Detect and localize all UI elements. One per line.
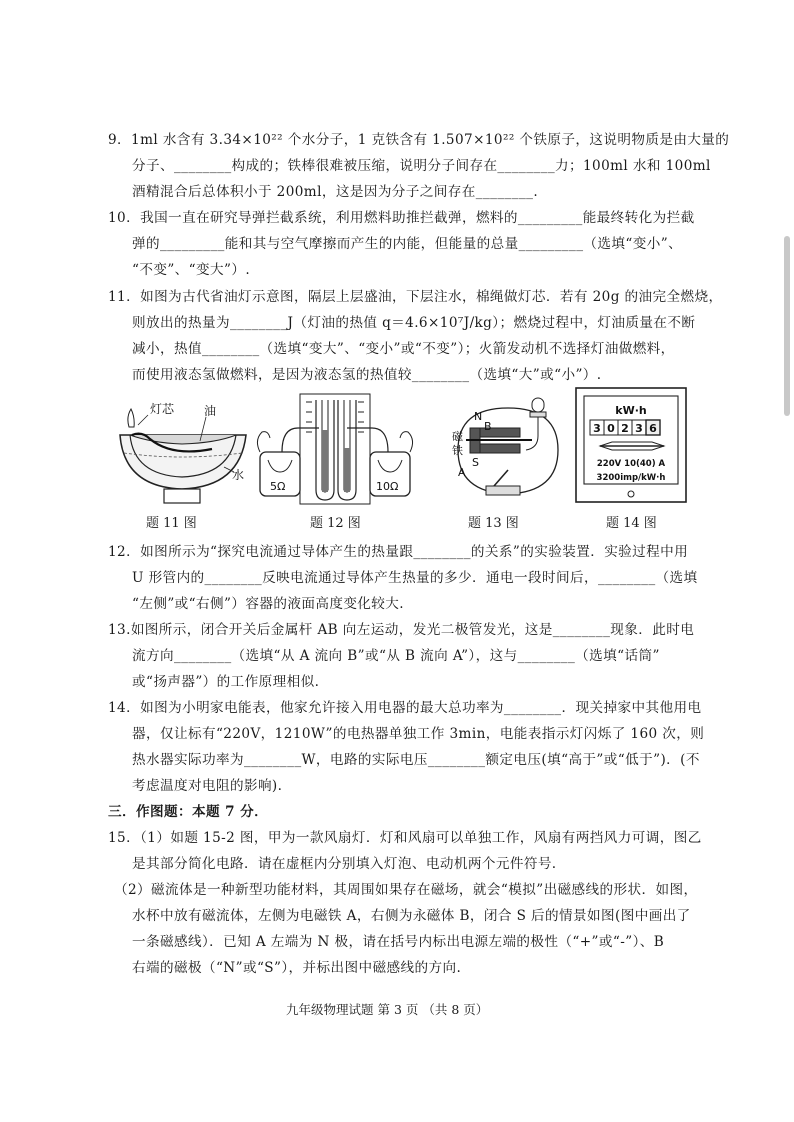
q11-line-1: 11．如图为古代省油灯示意图，隔层上层盛油，下层注水，棉绳做灯芯．若有 20g 的油完全燃烧， <box>108 289 723 305</box>
q11-line-4: 而使用液态氢做燃料，是因为液态氢的热值较________（选填“大”或“小”）. <box>132 367 602 383</box>
q12-line-2: U 形管内的________反映电流通过导体产生热量的多少．通电一段时间后，________（选填 <box>132 570 698 586</box>
fig13-label-b: B <box>484 420 492 433</box>
q10-line-2: 弹的_________能和其与空气摩擦而产生的内能，但能量的总量_________（选填“变小”、 <box>132 236 683 252</box>
fig13-label-n: N <box>474 410 483 423</box>
q10-line-1: 10．我国一直在研究导弹拦截系统，利用燃料助推拦截弹，燃料的_________能最终转化为拦截 <box>108 210 695 226</box>
fig14-unit: kW·h <box>615 404 647 417</box>
fig14-digit: 0 <box>607 422 615 435</box>
fig14-rating: 220V 10(40) A <box>596 459 666 469</box>
figure-13-induction <box>446 390 571 505</box>
q13-line-2: 流方向________（选填“从 A 流向 B”或“从 B 流向 A”），这与________（选填“话筒” <box>132 648 660 664</box>
q15-2-line-2: 水杯中放有磁流体，左侧为电磁铁 A，右侧为永磁体 B，闭合 S 后的情景如图(图中画出了 <box>132 908 691 924</box>
fig12-caption: 题 12 图 <box>310 516 361 531</box>
q15-1-line-2: 是其部分简化电路．请在虚框内分别填入灯泡、电动机两个元件符号. <box>132 856 557 872</box>
q15-2-line-4: 右端的磁极（“N”或“S”），并标出图中磁感线的方向. <box>132 960 462 976</box>
q11-line-3: 减小，热值________（选填“变大”、“变小”或“不变”）；火箭发动机不选择灯油做燃料， <box>132 341 675 357</box>
fig14-digit: 6 <box>649 422 657 435</box>
fig13-label-a: A <box>458 466 466 479</box>
fig13-label-s: S <box>472 456 479 469</box>
q11-line-2: 则放出的热量为________J（灯油的热值 q＝4.6×10⁷J/kg）；燃烧过程中，灯油质量在不断 <box>132 315 696 331</box>
fig14-digit: 3 <box>635 422 643 435</box>
fig11-label-oil: 油 <box>204 404 217 418</box>
q15-2-line-3: 一条磁感线）．已知 A 左端为 N 极，请在括号内标出电源左端的极性（“+”或“-”）、B <box>132 934 665 950</box>
fig14-digit: 2 <box>621 422 629 435</box>
q13-line-3: 或“扬声器”）的工作原理相似. <box>132 674 320 690</box>
fig14-imp: 3200imp/kW·h <box>596 473 666 483</box>
q9-line-2: 分子、________构成的；铁棒很难被压缩，说明分子间存在________力；100ml 水和 100ml <box>132 158 711 174</box>
fig13-caption: 题 13 图 <box>468 516 519 531</box>
page-footer: 九年级物理试题 第 3 页 （共 8 页） <box>286 1002 489 1017</box>
q13-line-1: 13.如图所示，闭合开关后金属杆 AB 向左运动，发光二极管发光，这是________现象．此时电 <box>108 622 695 638</box>
q14-line-1: 14．如图为小明家电能表，他家允许接入用电器的最大总功率为________．现关掉家中其他用电 <box>108 700 702 716</box>
figure-11-oil-lamp <box>112 395 247 507</box>
section-3-heading: 三．作图题：本题 7 分． <box>108 804 269 820</box>
fig11-label-water: 水 <box>232 468 245 482</box>
fig11-caption: 题 11 图 <box>146 516 197 531</box>
fig12-resistor-left: 5Ω <box>270 480 286 493</box>
fig14-caption: 题 14 图 <box>606 516 657 531</box>
q9-line-3: 酒精混合后总体积小于 200ml，这是因为分子之间存在________. <box>132 184 539 200</box>
fig11-label-wick: 灯芯 <box>150 402 175 416</box>
q15-2-line-1: （2）磁流体是一种新型功能材料，其周围如果存在磁场，就会“模拟”出磁感线的形状．如图， <box>114 882 698 898</box>
q12-line-1: 12．如图所示为“探究电流通过导体产生的热量跟________的关系”的实验装置．实验过程中用 <box>108 544 689 560</box>
q14-line-4: 考虑温度对电阻的影响). <box>132 778 283 794</box>
q14-line-2: 器，仅让标有“220V，1210W”的电热器单独工作 3min，电能表指示灯闪烁了 160 次，则 <box>132 726 705 742</box>
fig13-label-magnet-2: 铁 <box>452 444 463 457</box>
q14-line-3: 热水器实际功率为________W，电路的实际电压________额定电压(填“高于”或“低于”)．(不 <box>132 752 700 768</box>
q10-line-3: “不变”、“变大”）. <box>132 262 251 278</box>
q15-1-line-1: 15．（1）如题 15-2 图，甲为一款风扇灯．灯和风扇可以单独工作，风扇有两挡风力可调，图乙 <box>108 830 702 846</box>
scrollbar-thumb[interactable] <box>784 236 790 416</box>
q12-line-3: “左侧”或“右侧”）容器的液面高度变化较大. <box>132 596 405 612</box>
fig12-resistor-right: 10Ω <box>376 480 399 493</box>
fig14-digit: 3 <box>593 422 601 435</box>
figure-12-u-tube <box>250 390 420 508</box>
fig13-label-magnet-1: 磁 <box>452 430 463 443</box>
figure-14-meter <box>572 386 690 506</box>
q9-line-1: 9．1ml 水含有 3.34×10²² 个水分子，1 克铁含有 1.507×10²² 个铁原子，这说明物质是由大量的 <box>108 132 730 148</box>
